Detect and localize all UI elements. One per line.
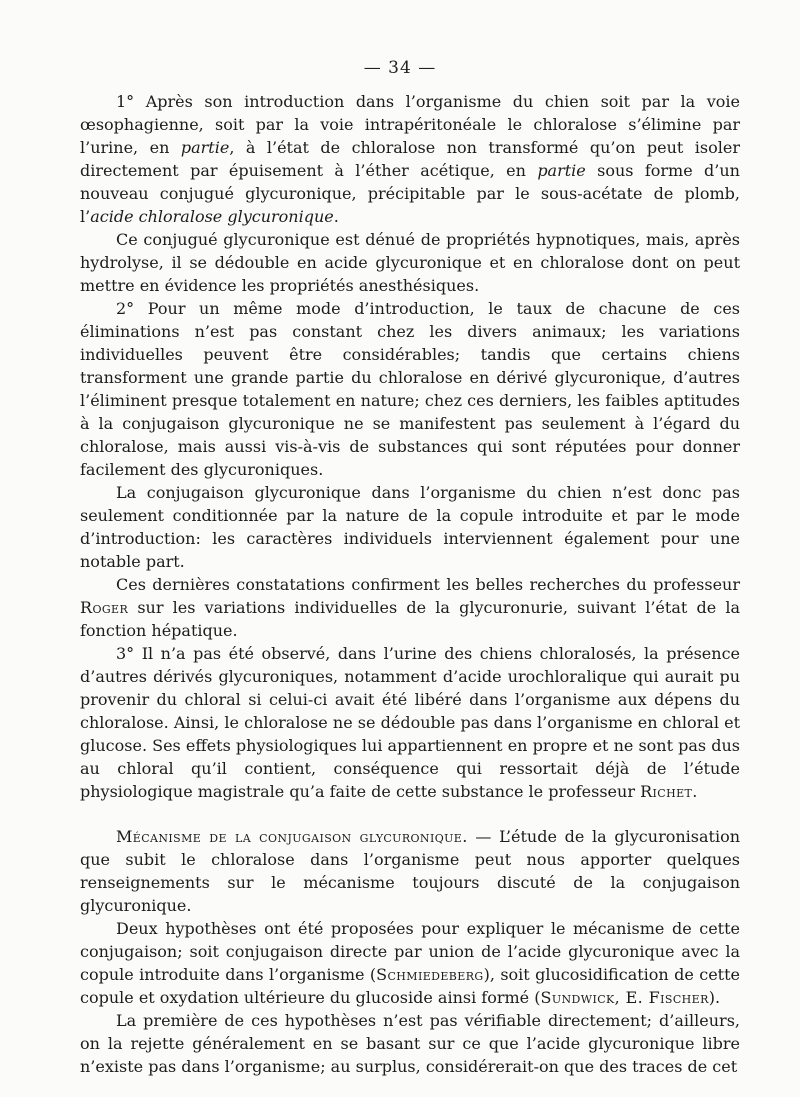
paragraph-6 bbox=[80, 642, 740, 803]
small-caps-text: Sundwick, E. Fischer bbox=[540, 988, 709, 1007]
text-run: ). bbox=[708, 988, 721, 1007]
small-caps-text: Richet bbox=[640, 782, 693, 801]
text-run: 2° Pour un même mode d’introduction, le taux de chacune de ces éliminations n’est pas constant chez les divers animaux; les variations individuelles peuvent être considérables; tandis que certains chiens transforment une grande partie du chloralose en dérivé glycuronique, d’autres l’éliminent presque totalement en nature; chez ces derniers, les faibles aptitudes à la conjugaison glycuronique ne se manifestent pas seulement à l’égard du chloralose, mais aussi vis-à-vis de substances qui sont réputées pour donner facilement des glycuroniques. bbox=[80, 299, 740, 479]
text-run: 3° Il n’a pas été observé, dans l’urine des chiens chloralosés, la présence d’autres dérivés glycuroniques, notamment d’acide urochloralique qui aurait pu provenir du chloral si celui-ci avait été libéré dans l’organisme aux dépens du chloralose. Ainsi, le chloralose ne se dédouble pas dans l’organisme en chloral et glucose. Ses effets physiologiques lui appartiennent en propre et ne sont pas dus au chloral qu’il contient, conséquence qui ressortait déjà de l’étude physiologique magistrale qu’a faite de cette substance le professeur bbox=[80, 644, 740, 801]
text-run: sous forme d’un nouveau conjugué glycuronique, précipitable par le sous-acétate de plomb, l’ bbox=[80, 161, 740, 226]
paragraph-5 bbox=[80, 573, 740, 642]
text-run: sur les variations individuelles de la glycuronurie, suivant l’état de la fonction hépatique. bbox=[80, 598, 740, 640]
italic-text: acide chloralose glycuronique bbox=[90, 207, 334, 226]
text-run: . bbox=[333, 207, 339, 226]
paragraph-3 bbox=[80, 297, 740, 481]
paragraph-9 bbox=[80, 1009, 740, 1078]
small-caps-text: Schmiedeberg bbox=[376, 965, 484, 984]
italic-text: partie bbox=[537, 161, 586, 180]
text-run: . bbox=[692, 782, 698, 801]
text-run: Ces dernières constatations confirment les belles recherches du professeur bbox=[116, 575, 740, 594]
paragraph-2 bbox=[80, 228, 740, 297]
paragraph-1 bbox=[80, 90, 740, 228]
text-run: — L’étude de la glycuronisation que subit le chloralose dans l’organisme peut nous apporter quelques renseignements sur le mécanisme toujours discuté de la conjugaison glycuronique. bbox=[80, 827, 741, 915]
paragraph-8 bbox=[80, 917, 740, 1009]
italic-text: partie bbox=[180, 138, 230, 157]
text-run: ), soit glucosidification de cette copule et oxydation ultérieure du glucoside ainsi formé ( bbox=[80, 965, 740, 1007]
text-run: Deux hypothèses ont été proposées pour expliquer le mécanisme de cette conjugaison; soit conjugaison directe par union de l’acide glycuronique avec la copule introduite dans l’organisme ( bbox=[80, 919, 740, 984]
text-run: 1° Après son introduction dans l’organisme du chien soit par la voie œsophagienne, soit par la voie intrapéritonéale le chloralose s’élimine par l’urine, en bbox=[80, 92, 740, 157]
section-heading-paragraph bbox=[80, 825, 740, 917]
small-caps-text: Roger bbox=[80, 598, 129, 617]
small-caps-text: Mécanisme de la conjugaison glycuronique. bbox=[116, 827, 468, 846]
page-number: — 34 — bbox=[363, 58, 437, 78]
text-run: La première de ces hypothèses n’est pas vérifiable directement; d’ailleurs, on la rejette généralement en se basant sur ce que l’acide glycuronique libre n’existe pas dans l’organisme; au surplus, considérerait-on que des traces de cet bbox=[80, 1011, 740, 1076]
text-run: Ce conjugué glycuronique est dénué de propriétés hypnotiques, mais, après hydrolyse, il se dédouble en acide glycuronique et en chloralose dont on peut mettre en évidence les propriétés anesthésiques. bbox=[80, 230, 740, 295]
text-run: La conjugaison glycuronique dans l’organisme du chien n’est donc pas seulement conditionnée par la nature de la copule introduite et par le mode d’introduction: les caractères individuels interviennent également pour une notable part. bbox=[80, 483, 740, 571]
text-run: , à l’état de chloralose non transformé qu’on peut isoler directement par épuisement à l’éther acétique, en bbox=[80, 138, 741, 180]
paragraph-4 bbox=[80, 481, 740, 573]
body-text bbox=[80, 90, 740, 1078]
